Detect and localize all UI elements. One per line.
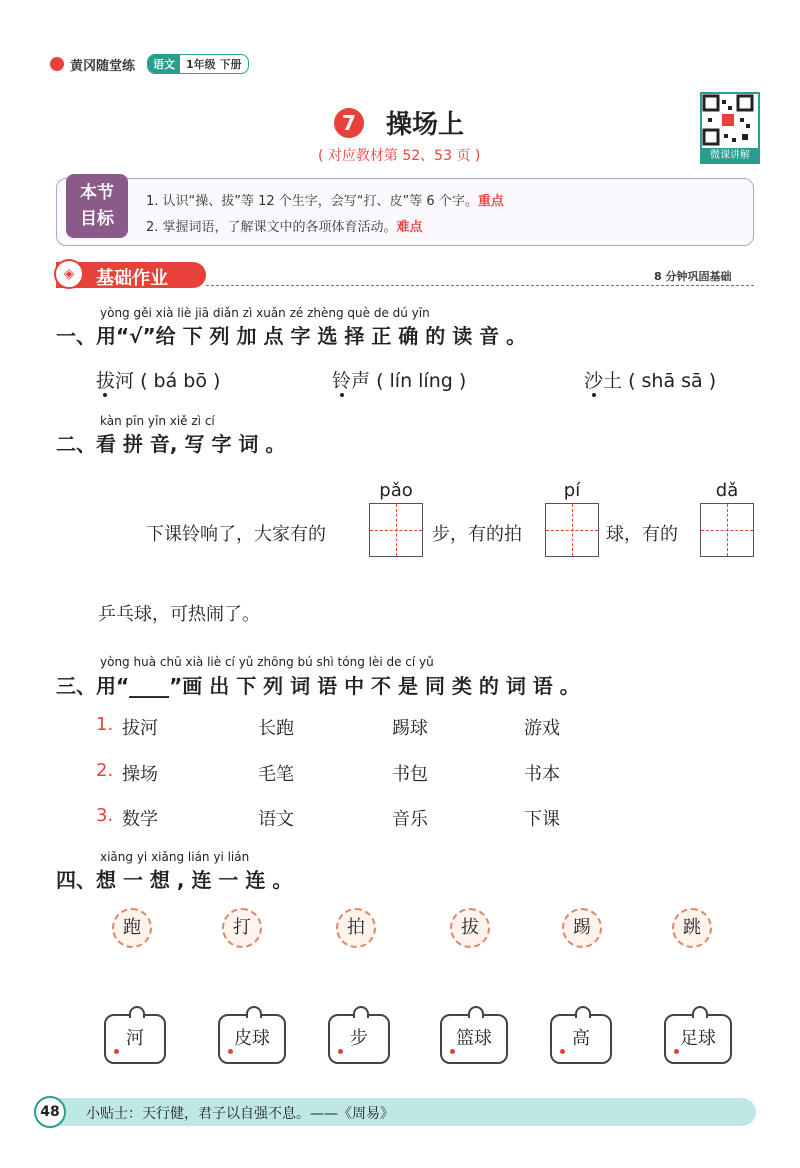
box-pinyin-3: dǎ bbox=[715, 480, 739, 501]
sprout-icon bbox=[692, 1006, 708, 1018]
writing-box-1[interactable] bbox=[369, 503, 423, 557]
sprout-icon bbox=[129, 1006, 145, 1018]
goal-item-1-text: 1. 认识“操、拔”等 12 个生字，会写“打、皮”等 6 个字。 bbox=[146, 194, 478, 209]
noun-label: 篮球 bbox=[456, 1028, 492, 1049]
goals-badge-line1: 本节 bbox=[80, 183, 114, 203]
q1-item-2-options[interactable]: ( lín líng ) bbox=[376, 370, 467, 392]
q4-heading: 四、想 一 想 , 连 一 连 。 bbox=[56, 868, 293, 892]
section-divider bbox=[206, 285, 754, 286]
q3-row-3 bbox=[96, 805, 113, 826]
verb-circle[interactable]: 踢 bbox=[562, 908, 602, 948]
q1-item-2[interactable] bbox=[332, 366, 466, 393]
cheek-dot bbox=[228, 1049, 233, 1054]
q3-word[interactable]: 数学 bbox=[122, 809, 158, 830]
q3-word[interactable]: 踢球 bbox=[392, 718, 428, 739]
q2-sentence-c: 球，有的 bbox=[606, 524, 678, 545]
q3-row-1 bbox=[96, 714, 113, 735]
noun-label: 步 bbox=[350, 1028, 368, 1049]
q3-row-number: 1. bbox=[96, 714, 114, 735]
q1-item-1-word: 拔河 bbox=[96, 370, 135, 392]
q2-pinyin: kàn pīn yīn xiě zì cí bbox=[100, 414, 215, 428]
cube-icon: ◈ bbox=[54, 259, 84, 289]
q4-pinyin: xiǎng yi xiǎng lián yi lián bbox=[100, 850, 250, 864]
sprout-icon bbox=[246, 1006, 262, 1018]
qr-caption: 微课讲解 bbox=[700, 148, 760, 164]
lesson-title: 操场上 bbox=[386, 110, 465, 140]
noun-bubble[interactable] bbox=[550, 1014, 612, 1064]
noun-bubble[interactable] bbox=[328, 1014, 390, 1064]
sprout-icon bbox=[353, 1006, 369, 1018]
q3-row-number: 2. bbox=[96, 760, 114, 781]
section-note: 8 分钟巩固基础 bbox=[654, 270, 732, 283]
goal-item-2-text: 2. 掌握词语，了解课文中的各项体育活动。 bbox=[146, 220, 397, 235]
cheek-dot bbox=[560, 1049, 565, 1054]
emphasis-dot bbox=[340, 393, 344, 397]
box-pinyin-1: pǎo bbox=[379, 480, 413, 501]
footer-tip: 小贴士：天行健，君子以自强不息。——《周易》 bbox=[86, 1106, 394, 1122]
verb-circle[interactable]: 拔 bbox=[450, 908, 490, 948]
subject-badge bbox=[147, 54, 248, 74]
q3-word[interactable]: 游戏 bbox=[524, 718, 560, 739]
sprout-icon bbox=[575, 1006, 591, 1018]
q3-pinyin: yòng huà chū xià liè cí yǔ zhōng bú shì tóng lèi de cí yǔ bbox=[100, 655, 434, 669]
noun-bubble[interactable] bbox=[104, 1014, 166, 1064]
q3-row-number: 3. bbox=[96, 805, 114, 826]
brand-logo-icon bbox=[50, 57, 64, 71]
grade-label: 1年级 下册 bbox=[186, 58, 242, 71]
noun-bubble[interactable] bbox=[440, 1014, 508, 1064]
noun-bubble[interactable] bbox=[664, 1014, 732, 1064]
goals-box bbox=[56, 178, 754, 246]
q1-item-2-word: 铃声 bbox=[332, 370, 371, 392]
cheek-dot bbox=[674, 1049, 679, 1054]
q2-sentence-b: 步，有的拍 bbox=[432, 524, 522, 545]
q3-word[interactable]: 拔河 bbox=[122, 718, 158, 739]
verb-circle[interactable]: 打 bbox=[222, 908, 262, 948]
cheek-dot bbox=[114, 1049, 119, 1054]
noun-label: 皮球 bbox=[234, 1028, 270, 1049]
q1-item-1-options[interactable]: ( bá bō ) bbox=[140, 370, 221, 392]
q1-item-3-word: 沙土 bbox=[584, 370, 623, 392]
q1-item-3-options[interactable]: ( shā sā ) bbox=[628, 370, 717, 392]
goal-item-1-tag: 重点 bbox=[477, 194, 504, 209]
noun-label: 足球 bbox=[680, 1028, 716, 1049]
verb-circle[interactable]: 跳 bbox=[672, 908, 712, 948]
q1-heading: 一、用“√”给 下 列 加 点 字 选 择 正 确 的 读 音 。 bbox=[56, 324, 527, 348]
q2-sentence-d: 乒乓球，可热闹了。 bbox=[98, 604, 260, 625]
q3-word[interactable]: 下课 bbox=[524, 809, 560, 830]
goals-badge bbox=[66, 174, 128, 238]
textbook-reference: ( 对应教材第 52、53 页 ) bbox=[318, 148, 481, 164]
noun-bubble[interactable] bbox=[218, 1014, 286, 1064]
verb-circle[interactable]: 拍 bbox=[336, 908, 376, 948]
goal-item-2 bbox=[146, 216, 423, 235]
goal-item-2-tag: 难点 bbox=[396, 220, 423, 235]
q3-word[interactable]: 书本 bbox=[524, 764, 560, 785]
section-title: 基础作业 bbox=[96, 268, 168, 289]
writing-box-2[interactable] bbox=[545, 503, 599, 557]
q3-word[interactable]: 音乐 bbox=[392, 809, 428, 830]
brand-name: 黄冈随堂练 bbox=[70, 58, 136, 74]
subject-label: 语文 bbox=[148, 55, 180, 73]
goals-badge-line2: 目标 bbox=[80, 209, 114, 229]
q3-word[interactable]: 毛笔 bbox=[258, 764, 294, 785]
q3-word[interactable]: 书包 bbox=[392, 764, 428, 785]
q3-heading: 三、用“____”画 出 下 列 词 语 中 不 是 同 类 的 词 语 。 bbox=[56, 674, 580, 698]
cheek-dot bbox=[450, 1049, 455, 1054]
box-pinyin-2: pí bbox=[563, 480, 581, 501]
goal-item-1 bbox=[146, 190, 504, 209]
q2-heading: 二、看 拼 音, 写 字 词 。 bbox=[56, 432, 286, 456]
lesson-number: 7 bbox=[334, 108, 364, 138]
qr-code-icon[interactable] bbox=[700, 92, 760, 152]
q3-word[interactable]: 语文 bbox=[258, 809, 294, 830]
noun-label: 河 bbox=[126, 1028, 144, 1049]
verb-circle[interactable]: 跑 bbox=[112, 908, 152, 948]
q1-item-3[interactable] bbox=[584, 366, 716, 393]
q1-item-1[interactable] bbox=[96, 366, 220, 393]
q3-row-2 bbox=[96, 760, 113, 781]
q2-sentence-a: 下课铃响了，大家有的 bbox=[146, 524, 326, 545]
cheek-dot bbox=[338, 1049, 343, 1054]
noun-label: 高 bbox=[572, 1028, 590, 1049]
brand-header bbox=[50, 54, 249, 74]
writing-box-3[interactable] bbox=[700, 503, 754, 557]
page-number: 48 bbox=[34, 1096, 66, 1128]
emphasis-dot bbox=[592, 393, 596, 397]
sprout-icon bbox=[468, 1006, 484, 1018]
q3-word[interactable]: 长跑 bbox=[258, 718, 294, 739]
emphasis-dot bbox=[103, 393, 107, 397]
q1-pinyin: yòng gěi xià liè jiā diǎn zì xuǎn zé zhèng què de dú yīn bbox=[100, 306, 430, 320]
q3-word[interactable]: 操场 bbox=[122, 764, 158, 785]
